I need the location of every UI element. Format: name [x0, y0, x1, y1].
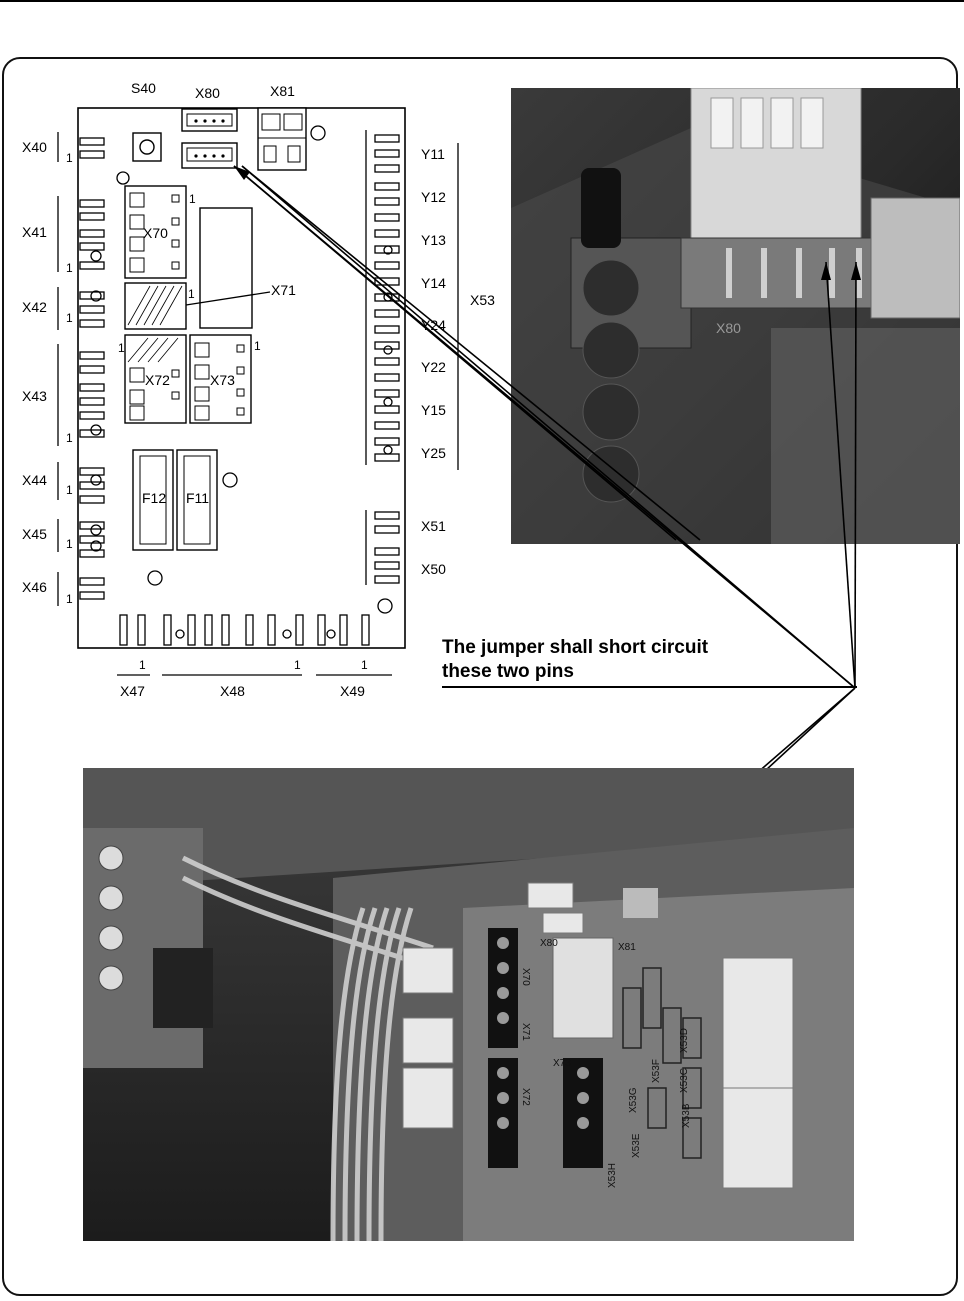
label-x50: X50 — [421, 561, 446, 577]
pin-one-x70: 1 — [189, 192, 196, 206]
pin-one-x46: 1 — [66, 592, 73, 606]
x80-connector-upper — [182, 109, 237, 131]
label-y14: Y14 — [421, 275, 446, 291]
photo-top-label-x80: X80 — [716, 320, 741, 336]
caption-line-1: The jumper shall short circuit — [442, 637, 709, 658]
label-x46: X46 — [22, 579, 47, 595]
label-x72: X72 — [145, 372, 170, 388]
label-x41: X41 — [22, 224, 47, 240]
label-y24: Y24 — [421, 317, 446, 333]
label-x81: X81 — [270, 83, 295, 99]
label-s40: S40 — [131, 80, 156, 96]
pin-one-x47: 1 — [139, 658, 146, 672]
pin-one-x49: 1 — [361, 658, 368, 672]
pin-one-x42: 1 — [66, 311, 73, 325]
label-x48: X48 — [220, 683, 245, 699]
label-x47: X47 — [120, 683, 145, 699]
pin-one-x72: 1 — [118, 341, 125, 355]
label-x53: X53 — [470, 292, 495, 308]
pin-one-x43: 1 — [66, 431, 73, 445]
label-x42: X42 — [22, 299, 47, 315]
label-x70: X70 — [143, 225, 168, 241]
photo-bottom-label-x70: X70 — [520, 968, 531, 986]
label-y22: Y22 — [421, 359, 446, 375]
pin-one-x48: 1 — [294, 658, 301, 672]
photo-closeup-x80 — [511, 88, 960, 544]
label-x43: X43 — [22, 388, 47, 404]
pin-one-x41: 1 — [66, 261, 73, 275]
photo-bottom-label-x80: X80 — [540, 938, 558, 949]
label-x40: X40 — [22, 139, 47, 155]
photo-bottom-label-x53f: X53F — [651, 1059, 662, 1083]
photo-bottom-label-x81: X81 — [618, 942, 636, 953]
label-y13: Y13 — [421, 232, 446, 248]
pin-one-x73: 1 — [254, 339, 261, 353]
label-f12: F12 — [142, 490, 167, 506]
x80-connector-lower — [182, 143, 237, 168]
jumper-caption — [442, 636, 857, 688]
label-x49: X49 — [340, 683, 365, 699]
photo-bottom-label-x73: X73 — [553, 1058, 571, 1069]
photo-bottom-label-x53h: X53H — [607, 1162, 618, 1188]
label-y25: Y25 — [421, 445, 446, 461]
label-x71: X71 — [271, 282, 296, 298]
relay-block — [200, 208, 252, 328]
label-x44: X44 — [22, 472, 47, 488]
pin-one-x40: 1 — [66, 151, 73, 165]
photo-bottom-label-x53b: X53B — [681, 1103, 692, 1128]
label-x73: X73 — [210, 372, 235, 388]
label-y11: Y11 — [421, 146, 445, 162]
s40-switch — [133, 133, 161, 161]
pin-one-x44: 1 — [66, 483, 73, 497]
photo-bottom-label-x53c: X53C — [679, 1067, 690, 1093]
label-f11: F11 — [186, 490, 210, 506]
photo-bottom-label-x53e: X53E — [631, 1133, 642, 1158]
caption-line-2: these two pins — [442, 661, 574, 682]
pin-one-x45: 1 — [66, 537, 73, 551]
x81-connector — [258, 108, 306, 170]
photo-bottom-label-x53g: X53G — [628, 1087, 639, 1113]
label-x51: X51 — [421, 518, 446, 534]
label-y12: Y12 — [421, 189, 446, 205]
label-x80: X80 — [195, 85, 220, 101]
photo-bottom-label-x53d: X53D — [679, 1027, 690, 1053]
label-x45: X45 — [22, 526, 47, 542]
photo-board-overview — [83, 768, 854, 1241]
photo-bottom-label-x72: X72 — [520, 1088, 531, 1106]
photo-bottom-label-x71: X71 — [520, 1023, 531, 1041]
pin-one-x71: 1 — [188, 287, 195, 301]
label-y15: Y15 — [421, 402, 446, 418]
